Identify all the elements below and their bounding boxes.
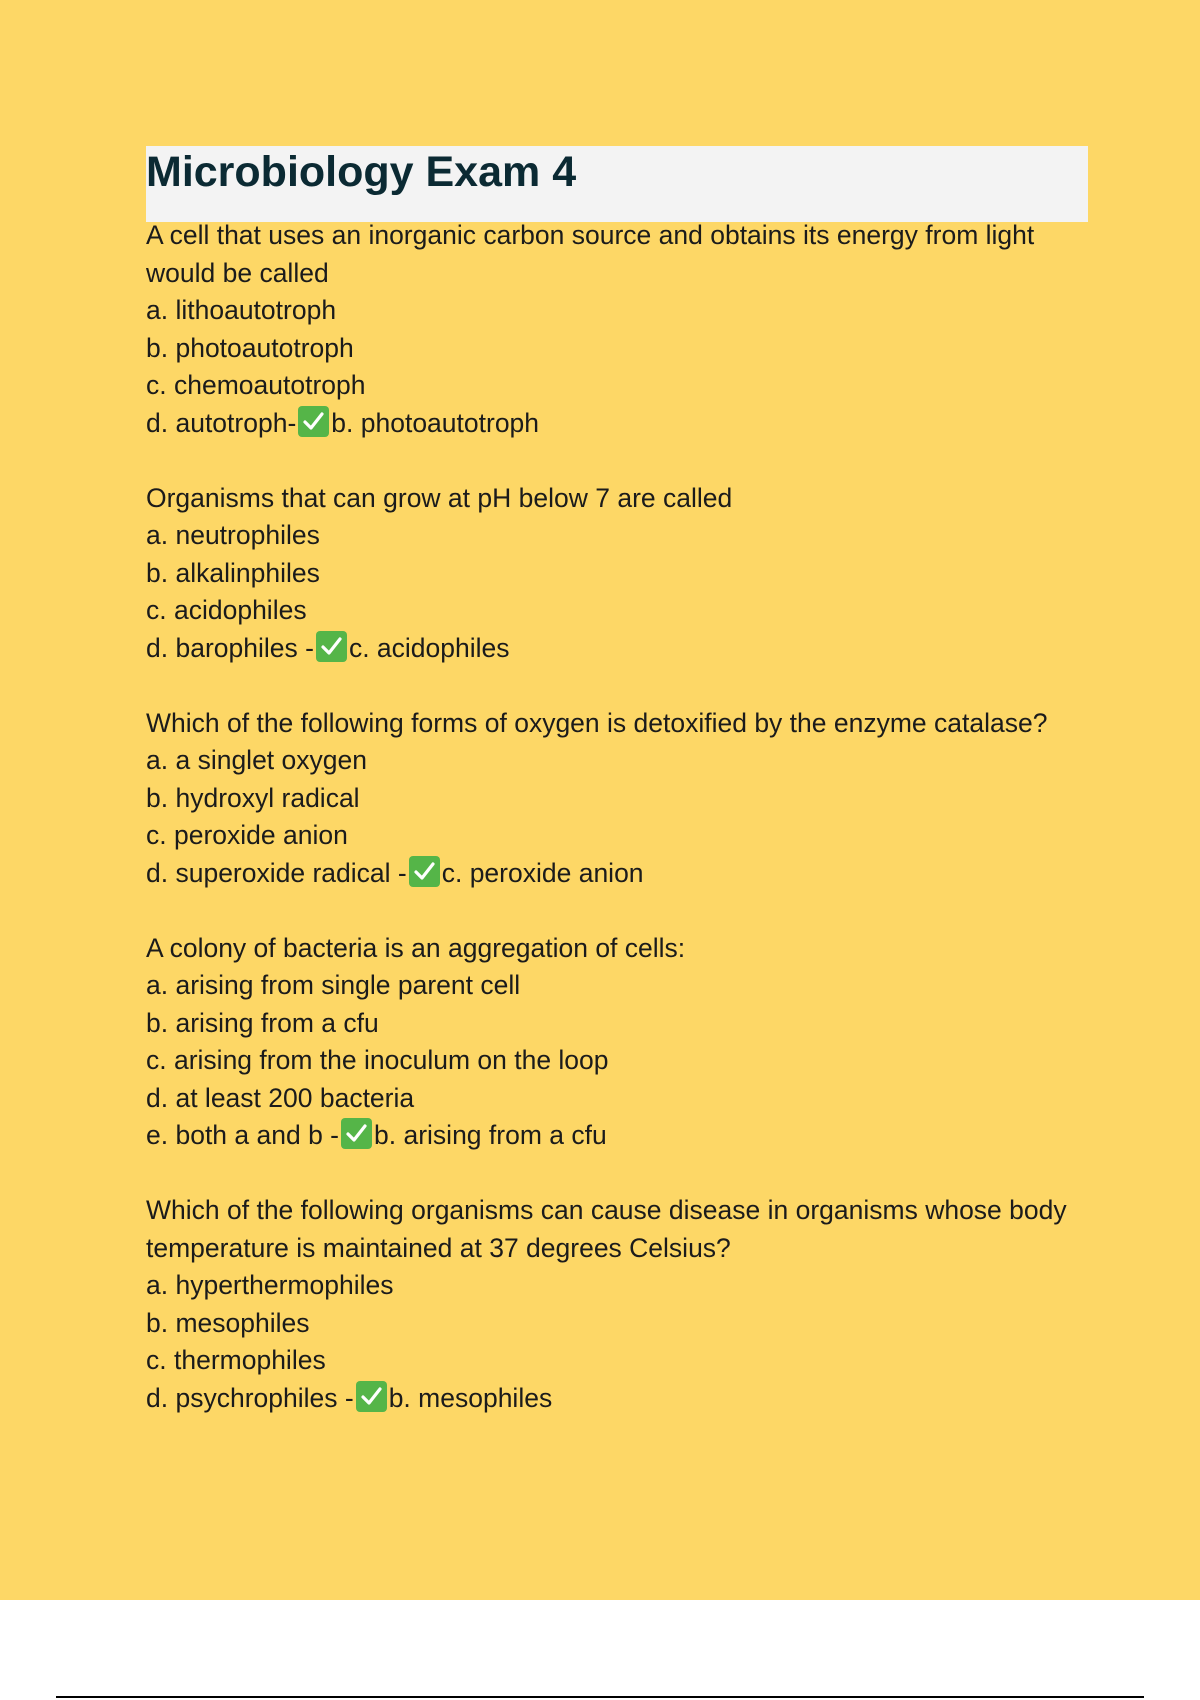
- option-a: a. a singlet oxygen: [146, 745, 367, 775]
- check-mark-icon: [356, 1381, 387, 1412]
- last-option-with-answer: [146, 630, 1086, 668]
- option-d: d. barophiles -: [146, 632, 314, 663]
- option-a: a. neutrophiles: [146, 520, 320, 550]
- last-option-with-answer: [146, 855, 1086, 893]
- option-b: b. alkalinphiles: [146, 557, 320, 588]
- question-5: [146, 1192, 1086, 1417]
- check-mark-icon: [316, 631, 347, 662]
- option-a: a. lithoautotroph: [146, 295, 337, 325]
- question-stem: Organisms that can grow at pH below 7 are called: [146, 482, 733, 513]
- check-mark-icon: [409, 856, 440, 887]
- option-b: b. mesophiles: [146, 1307, 310, 1338]
- option-d: d. autotroph-: [146, 407, 297, 438]
- check-mark-icon: [298, 406, 329, 437]
- option-d: d. at least 200 bacteria: [146, 1082, 415, 1113]
- option-d: d. psychrophiles -: [146, 1382, 354, 1413]
- correct-answer: c. peroxide anion: [441, 857, 644, 888]
- option-c: c. chemoautotroph: [146, 370, 366, 400]
- option-c: c. acidophiles: [146, 595, 307, 625]
- option-c: c. thermophiles: [146, 1345, 326, 1375]
- option-b: b. photoautotroph: [146, 332, 354, 363]
- option-b: b. arising from a cfu: [146, 1007, 379, 1038]
- question-stem: Which of the following organisms can cause disease in organisms whose body temperature is maintained at 37 degrees Celsius?: [146, 1195, 1067, 1263]
- document-title: Microbiology Exam 4: [146, 148, 577, 196]
- option-d: d. superoxide radical -: [146, 857, 407, 888]
- question-list: [146, 217, 1086, 1455]
- correct-answer: b. mesophiles: [388, 1382, 553, 1413]
- last-option-with-answer: [146, 1117, 1086, 1155]
- question-stem: A cell that uses an inorganic carbon source and obtains its energy from light would be called: [146, 220, 1035, 288]
- question-2: [146, 480, 1086, 668]
- option-c: c. peroxide anion: [146, 820, 348, 850]
- option-e: e. both a and b -: [146, 1120, 340, 1150]
- check-mark-icon: [341, 1118, 372, 1149]
- footer-divider: [56, 1696, 1144, 1698]
- question-1: [146, 217, 1086, 442]
- last-option-with-answer: [146, 1380, 1086, 1418]
- correct-answer: b. photoautotroph: [331, 407, 540, 438]
- option-a: a. hyperthermophiles: [146, 1270, 394, 1300]
- question-stem: Which of the following forms of oxygen is detoxified by the enzyme catalase?: [146, 707, 1048, 738]
- option-b: b. hydroxyl radical: [146, 782, 360, 813]
- last-option-with-answer: [146, 405, 1086, 443]
- option-a: a. arising from single parent cell: [146, 970, 521, 1000]
- question-4: [146, 930, 1086, 1155]
- correct-answer: b. arising from a cfu: [374, 1120, 607, 1150]
- question-stem: A colony of bacteria is an aggregation of cells:: [146, 932, 686, 963]
- correct-answer: c. acidophiles: [348, 632, 510, 663]
- option-c: c. arising from the inoculum on the loop: [146, 1045, 609, 1075]
- question-3: [146, 705, 1086, 893]
